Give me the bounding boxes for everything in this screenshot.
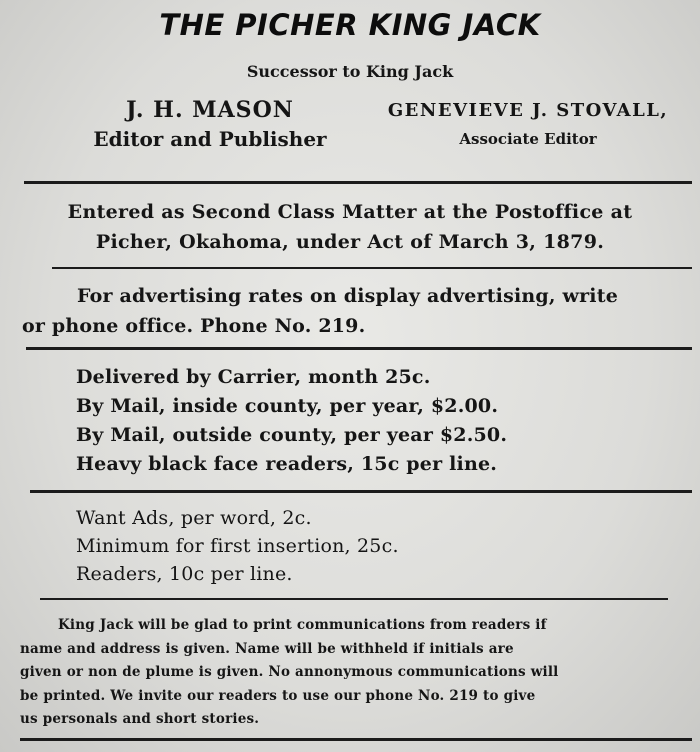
rate-line: By Mail, inside county, per year, $2.00. [76,395,499,417]
want-ad-rates [76,504,399,588]
want-ad-line: Want Ads, per word, 2c. [76,507,312,529]
divider-rule [26,347,692,350]
editor-name: J. H. MASON [126,97,294,123]
reader-communications-notice [20,614,692,732]
divider-rule [20,738,692,741]
subscription-rates [76,363,507,479]
divider-rule [24,181,692,184]
notice-line: given or non de plume is given. No annonymous communications will [20,664,559,680]
entered-notice [0,197,700,257]
want-ad-line: Readers, 10c per line. [76,563,293,585]
notice-line: us personals and short stories. [20,711,260,727]
want-ad-line: Minimum for first insertion, 25c. [76,535,399,557]
associate-editor-name: GENEVIEVE J. STOVALL, [387,100,669,121]
successor-line: Successor to King Jack [246,62,454,81]
rate-line: Delivered by Carrier, month 25c. [76,366,431,388]
editor-role: Editor and Publisher [93,127,327,151]
advertising-line: or phone office. Phone No. 219. [22,315,366,337]
rate-line: By Mail, outside county, per year $2.50. [76,424,508,446]
divider-rule [30,490,692,493]
rate-line: Heavy black face readers, 15c per line. [76,453,498,475]
associate-editor-block [378,100,678,148]
notice-line: King Jack will be glad to print communications from readers if [58,617,547,633]
masthead-title: THE PICHER KING JACK [159,8,541,42]
associate-editor-role: Associate Editor [459,130,597,148]
notice-line: name and address is given. Name will be withheld if initials are [20,640,514,657]
notice-line: be printed. We invite our readers to use our phone No. 219 to give [20,687,536,704]
divider-rule [40,598,668,600]
entered-line: Entered as Second Class Matter at the Postoffice at [67,201,633,223]
advertising-notice [22,281,692,341]
divider-rule [52,267,692,269]
editor-block [60,97,360,151]
advertising-line: For advertising rates on display advertising, write [77,285,618,307]
entered-line: Picher, Okahoma, under Act of March 3, 1879. [95,231,605,253]
